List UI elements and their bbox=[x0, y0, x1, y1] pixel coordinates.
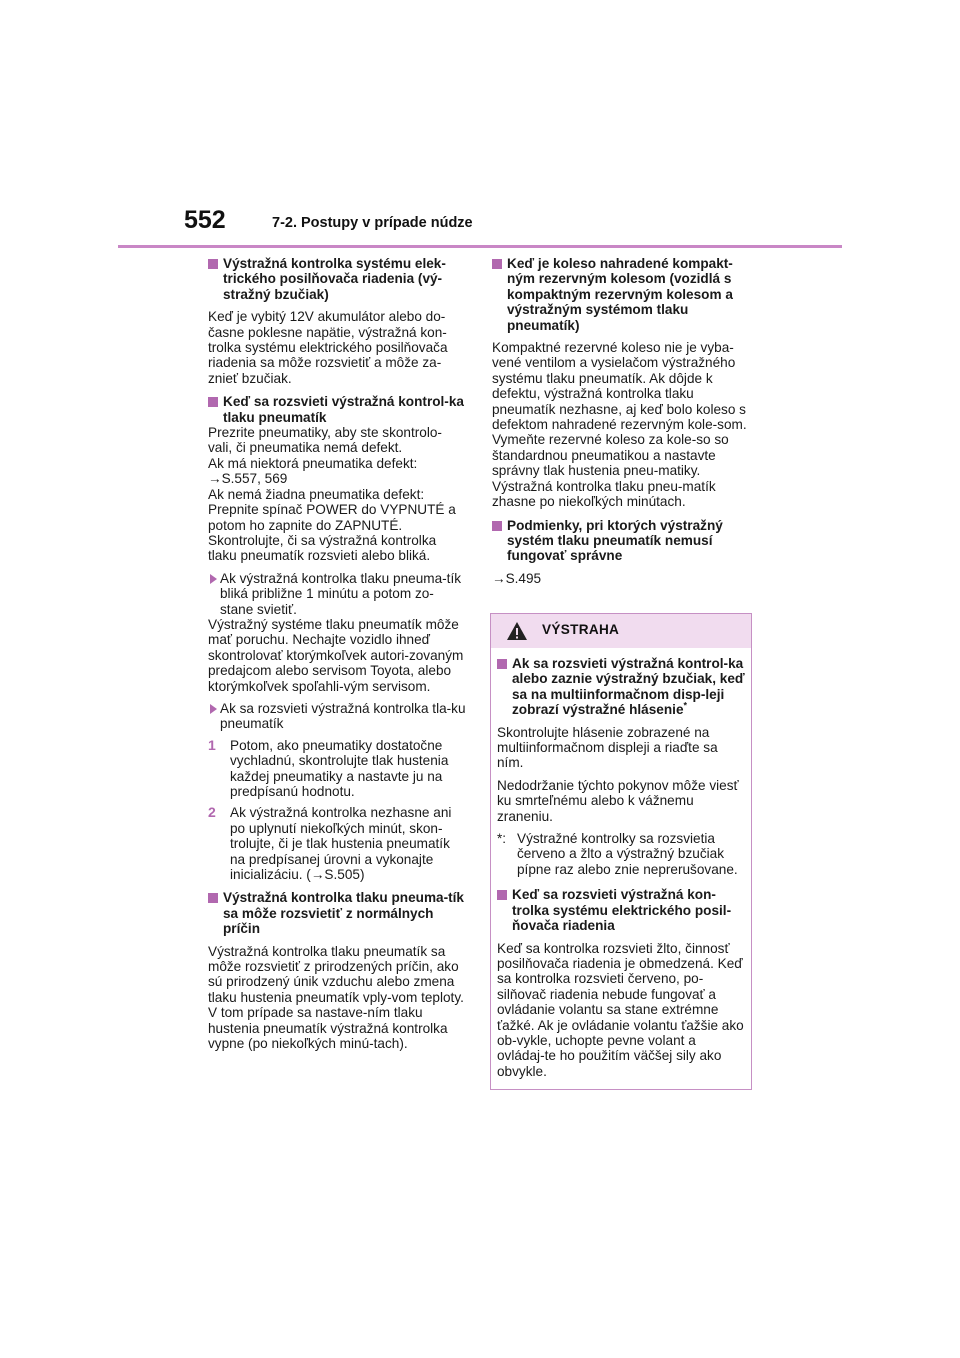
square-bullet-icon bbox=[208, 893, 218, 903]
paragraph: Skontrolujte hlásenie zobrazené na multiinformačnom displeji a riaďte sa ním. bbox=[497, 724, 718, 771]
page-reference: →S.495 bbox=[492, 570, 542, 586]
step-number: 1 bbox=[208, 736, 216, 753]
step-number: 2 bbox=[208, 804, 216, 821]
paragraph: Výstražná kontrolka tlaku pneumatík sa môže rozsvietiť z prirodzených príčin, ako sú prirodzený únik vzduchu alebo zmena tlaku hustenia pneumatík vply-vom teploty. V tom prípade sa nastave-ním tlaku hustenia pneumatík výstražná kontrolka vypne (po niekoľkých minú-tach). bbox=[208, 943, 464, 1052]
list-item: Ak sa rozsvieti výstražná kontrolka tla-ku pneumatík bbox=[208, 701, 466, 732]
warning-title: VÝSTRAHA bbox=[542, 622, 620, 637]
square-bullet-icon bbox=[208, 397, 218, 407]
section-heading: Keď sa rozsvieti výstražná kontrol-ka tlaku pneumatík bbox=[208, 394, 466, 425]
square-bullet-icon bbox=[492, 521, 502, 531]
warning-header bbox=[491, 614, 751, 648]
triangle-bullet-icon bbox=[210, 704, 217, 714]
list-item: Ak výstražná kontrolka tlaku pneuma-tík bliká približne 1 minútu a potom zo-stane svietiť. bbox=[208, 571, 466, 617]
paragraph: Prepnite spínač POWER do VYPNUTÉ a potom ho zapnite do ZAPNUTÉ. Skontrolujte, či sa výstražná kontrolka tlaku pneumatík rozsvieti alebo bliká. bbox=[208, 502, 456, 564]
section-heading: Keď sa rozsvieti výstražná kon-trolka systému elektrického posil-ňovača riadenia bbox=[497, 887, 745, 933]
page-reference: →S.557, 569 bbox=[208, 471, 288, 487]
footnote: *: Výstražné kontrolky sa rozsvietia červeno a žlto a výstražný bzučiak pípne raz alebo znie neprerušovane. bbox=[497, 831, 738, 877]
paragraph: Nedodržanie týchto pokynov môže viesť ku smrteľnému alebo k vážnemu zraneniu. bbox=[497, 777, 739, 824]
square-bullet-icon bbox=[492, 259, 502, 269]
section-heading: Ak sa rozsvieti výstražná kontrol-ka alebo zaznie výstražný bzučiak, keď sa na multiinformačnom disp-leji zobrazí výstražné hlásenie* bbox=[497, 656, 745, 718]
section-heading: Keď je koleso nahradené kompakt-ným rezervným kolesom (vozidlá s kompaktným rezervným kolesom a výstražným systémom tlaku pneumatík) bbox=[492, 256, 750, 333]
header-divider bbox=[118, 245, 842, 248]
chapter-title: 7-2. Postupy v prípade núdze bbox=[272, 215, 473, 231]
square-bullet-icon bbox=[208, 259, 218, 269]
paragraph: Keď sa kontrolka rozsvieti žlto, činnosť posilňovača riadenia je obmedzená. Keď sa kontrolka rozsvieti červeno, po-silňovač riadenia nebude fungovať a ovládanie volantu sa stane extrémne ťažké. Ak je ovládanie volantu ťažšie ako ob-vykle, uchopte pevne volant a ovládaj-te ho použitím väčšej sily ako obvykle. bbox=[497, 940, 744, 1079]
footnote-marker: * bbox=[683, 700, 688, 711]
paragraph: Ak má niektorá pneumatika defekt: bbox=[208, 455, 418, 471]
warning-triangle-icon bbox=[506, 621, 528, 641]
left-column bbox=[208, 256, 466, 1052]
paragraph: Prezrite pneumatiky, aby ste skontrolo-vali, či pneumatika nemá defekt. bbox=[208, 425, 442, 456]
square-bullet-icon bbox=[497, 659, 507, 669]
page-number: 552 bbox=[184, 206, 226, 234]
warning-box bbox=[490, 613, 752, 1090]
paragraph: Výstražný systéme tlaku pneumatík môže mať poruchu. Nechajte vozidlo ihneď skontrolovať ktorýmkoľvek autori-zovaným predajcom alebo servisom Toyota, alebo ktorýmkoľvek spoľahli-vým servisom. bbox=[208, 616, 464, 694]
paragraph: Ak nemá žiadna pneumatika defekt: bbox=[208, 486, 425, 502]
step-item: 1 Potom, ako pneumatiky dostatočne vychladnú, skontrolujte tlak hustenia každej pneumatiky a nastavte ju na predpísanú hodnotu. bbox=[208, 736, 449, 799]
section-heading: Výstražná kontrolka tlaku pneuma-tík sa môže rozsvietiť z normálnych príčin bbox=[208, 890, 466, 936]
triangle-bullet-icon bbox=[210, 574, 217, 584]
step-item: 2 Ak výstražná kontrolka nezhasne ani po uplynutí niekoľkých minút, skon-trolujte, či je tlak hustenia pneumatík na predpísanej úrovni a vykonajte inicializáciu. (→S.505) bbox=[208, 804, 452, 883]
square-bullet-icon bbox=[497, 890, 507, 900]
paragraph: Keď je vybitý 12V akumulátor alebo do-časne poklesne napätie, výstražná kon-trolka systému elektrického posilňovača riadenia sa môže rozsvietiť a môže za-znieť bzučiak. bbox=[208, 309, 448, 386]
footnote-marker: *: bbox=[497, 831, 507, 847]
warning-body bbox=[491, 648, 751, 1079]
right-column bbox=[492, 256, 750, 586]
paragraph: Kompaktné rezervné koleso nie je vyba-vené ventilom a vysielačom výstražného systému tlaku pneumatík. Ak dôjde k defektu, výstražná kontrolka tlaku pneumatík nezhasne, aj keď bolo koleso s defektom nahradené rezervným kole-som. Vymeňte rezervné koleso za kole-so so štandardnou pneumatikou a nastavte správny tlak hustenia pneu-matiky. Výstražná kontrolka tlaku pneu-matík zhasne po niekoľkých minútach. bbox=[492, 340, 747, 510]
section-heading: Výstražná kontrolka systému elek-trického posilňovača riadenia (vý-stražný bzučiak) bbox=[208, 256, 466, 302]
section-heading: Podmienky, pri ktorých výstražný systém tlaku pneumatík nemusí fungovať správne bbox=[492, 518, 750, 564]
page-header bbox=[118, 206, 842, 246]
